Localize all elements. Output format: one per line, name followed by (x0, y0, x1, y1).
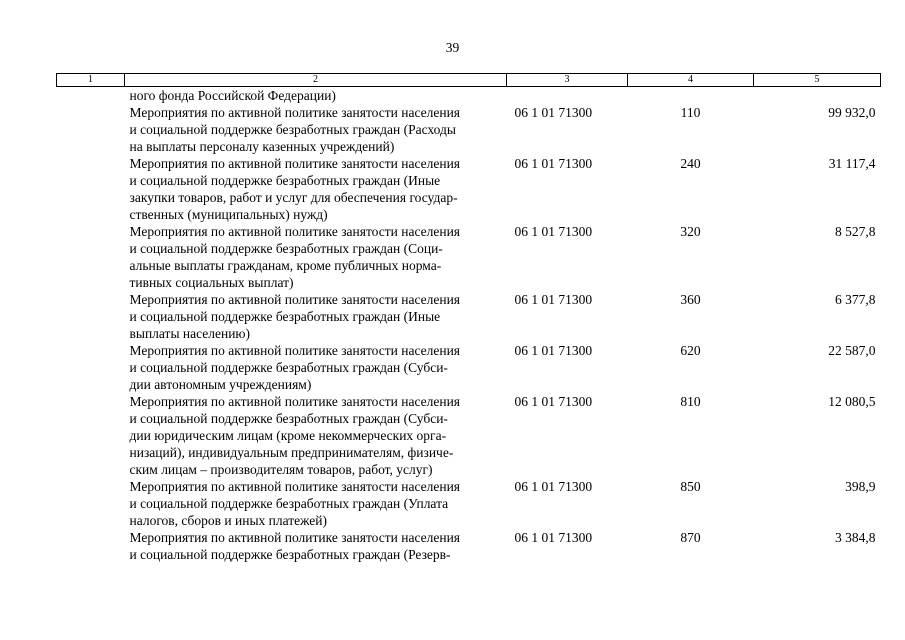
table-row (57, 342, 881, 393)
row-name-cell (125, 104, 507, 155)
row-name-cell (125, 155, 507, 223)
row-name-line: Мероприятия по активной политике занятости населения (129, 530, 461, 545)
row-code-cell: 06 1 01 71300 (514, 394, 593, 409)
column-number-row (57, 74, 881, 87)
row-amount-cell: 3 384,8 (835, 530, 876, 545)
row-code-cell: 06 1 01 71300 (514, 156, 593, 171)
row-number-cell (57, 155, 125, 223)
row-type-cell: 870 (680, 530, 701, 545)
row-name-line: выплаты населению) (129, 326, 251, 341)
row-name-cell (125, 529, 507, 563)
row-amount-cell: 12 080,5 (828, 394, 876, 409)
row-name-line: дии автономным учреждениям) (129, 377, 312, 392)
row-name-line: ственных (муниципальных) нужд) (129, 207, 328, 222)
budget-table (56, 73, 881, 563)
row-amount-cell: 8 527,8 (835, 224, 876, 239)
table-header (57, 74, 881, 87)
page-number: 39 (445, 40, 460, 55)
row-code-cell: 06 1 01 71300 (514, 224, 593, 239)
row-name-line: тивных социальных выплат) (129, 275, 294, 290)
row-name-line: Мероприятия по активной политике занятости населения (129, 343, 461, 358)
column-header-2: 2 (125, 74, 507, 87)
row-number-cell (57, 291, 125, 342)
column-header-3: 3 (507, 74, 628, 87)
row-name-cell (125, 478, 507, 529)
row-amount-cell: 22 587,0 (828, 343, 876, 358)
row-type-cell: 360 (680, 292, 701, 307)
row-code-cell: 06 1 01 71300 (514, 343, 593, 358)
table-row (57, 155, 881, 223)
row-type-cell: 850 (680, 479, 701, 494)
row-code-cell: 06 1 01 71300 (514, 292, 593, 307)
row-name-line: Мероприятия по активной политике занятости населения (129, 105, 461, 120)
row-name-line: и социальной поддержке безработных граждан (Уплата (129, 496, 449, 511)
row-number-cell (57, 478, 125, 529)
row-amount-cell: 99 932,0 (828, 105, 876, 120)
continuation-row (57, 87, 881, 105)
row-name-line: Мероприятия по активной политике занятости населения (129, 292, 461, 307)
row-type-cell: 320 (680, 224, 701, 239)
row-name-line: Мероприятия по активной политике занятости населения (129, 394, 461, 409)
row-name-line: альные выплаты гражданам, кроме публичных норма- (129, 258, 442, 273)
row-name-line: ским лицам – производителям товаров, работ, услуг) (129, 462, 433, 477)
row-type-cell: 810 (680, 394, 701, 409)
row-number-cell (57, 393, 125, 478)
table-row (57, 478, 881, 529)
row-code-cell: 06 1 01 71300 (514, 105, 593, 120)
row-number-cell (57, 342, 125, 393)
row-name-line: и социальной поддержке безработных граждан (Субси- (129, 360, 448, 375)
continuation-text: ного фонда Российской Федерации) (129, 88, 336, 103)
row-name-line: дии юридическим лицам (кроме некоммерческих орга- (129, 428, 447, 443)
table-row (57, 223, 881, 291)
row-name-line: и социальной поддержке безработных граждан (Субси- (129, 411, 448, 426)
row-number-cell (57, 223, 125, 291)
row-name-line: и социальной поддержке безработных граждан (Соци- (129, 241, 443, 256)
row-name-line: Мероприятия по активной политике занятости населения (129, 224, 461, 239)
table-row (57, 291, 881, 342)
row-number-cell (57, 104, 125, 155)
row-name-cell (125, 291, 507, 342)
row-number-cell (57, 529, 125, 563)
row-name-line: и социальной поддержке безработных граждан (Иные (129, 309, 441, 324)
column-header-5: 5 (754, 74, 881, 87)
row-type-cell: 110 (680, 105, 701, 120)
row-type-cell: 240 (680, 156, 701, 171)
row-code-cell: 06 1 01 71300 (514, 530, 593, 545)
row-name-line: низаций), индивидуальным предпринимателям, физиче- (129, 445, 454, 460)
row-amount-cell: 6 377,8 (835, 292, 876, 307)
column-header-4: 4 (628, 74, 754, 87)
row-name-line: налогов, сборов и иных платежей) (129, 513, 328, 528)
table-body (57, 87, 881, 564)
row-name-line: и социальной поддержке безработных граждан (Расходы (129, 122, 456, 137)
row-name-cell (125, 342, 507, 393)
row-type-cell: 620 (680, 343, 701, 358)
row-name-line: Мероприятия по активной политике занятости населения (129, 156, 461, 171)
row-name-line: Мероприятия по активной политике занятости населения (129, 479, 461, 494)
row-name-cell (125, 223, 507, 291)
table-row (57, 529, 881, 563)
row-name-line: на выплаты персоналу казенных учреждений) (129, 139, 395, 154)
row-name-cell (125, 393, 507, 478)
row-name-line: закупки товаров, работ и услуг для обеспечения государ- (129, 190, 458, 205)
row-name-line: и социальной поддержке безработных граждан (Иные (129, 173, 441, 188)
row-name-line: и социальной поддержке безработных граждан (Резерв- (129, 547, 451, 562)
table-row (57, 393, 881, 478)
column-header-1: 1 (57, 74, 125, 87)
row-amount-cell: 31 117,4 (828, 156, 876, 171)
row-amount-cell: 398,9 (845, 479, 876, 494)
table-row (57, 104, 881, 155)
row-code-cell: 06 1 01 71300 (514, 479, 593, 494)
